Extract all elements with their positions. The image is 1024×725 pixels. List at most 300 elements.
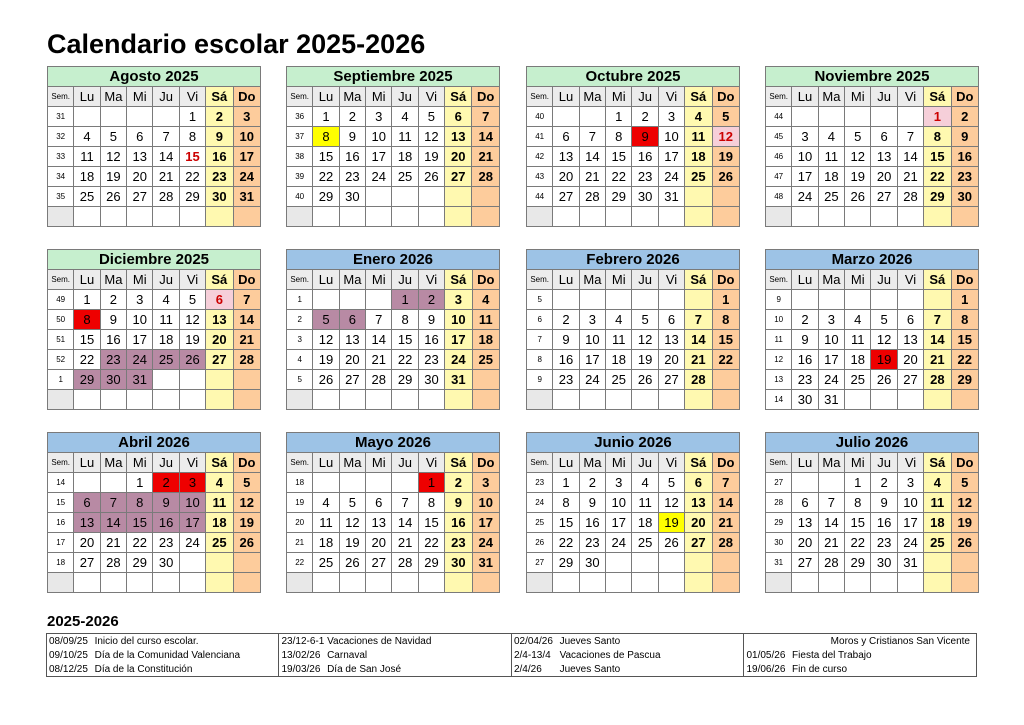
- day-cell: 5: [845, 127, 871, 147]
- day-cell: [206, 553, 233, 573]
- day-cell: [339, 473, 365, 493]
- week-header: Sem.: [48, 87, 74, 107]
- week-number: 10: [766, 310, 792, 330]
- day-header: Ma: [339, 87, 365, 107]
- day-cell: 1: [179, 107, 205, 127]
- week-row: [287, 390, 500, 410]
- week-row: [766, 573, 979, 593]
- day-cell: [818, 573, 844, 593]
- day-cell: 12: [100, 147, 126, 167]
- legend-date: 09/10/25: [49, 649, 88, 661]
- day-cell: 25: [845, 370, 871, 390]
- week-row: [48, 127, 261, 147]
- day-cell: 28: [153, 187, 179, 207]
- day-cell: 25: [472, 350, 499, 370]
- week-number: [48, 573, 74, 593]
- day-cell: 11: [845, 330, 871, 350]
- day-cell: [179, 370, 205, 390]
- day-cell: 1: [845, 473, 871, 493]
- day-cell: 7: [233, 290, 260, 310]
- day-cell: [233, 390, 260, 410]
- day-cell: 9: [792, 330, 818, 350]
- day-cell: 26: [100, 187, 126, 207]
- week-number: 29: [766, 513, 792, 533]
- legend-row: [47, 662, 977, 677]
- month-title: Diciembre 2025: [48, 250, 261, 270]
- day-header: Do: [233, 453, 260, 473]
- day-cell: 13: [685, 493, 712, 513]
- day-cell: [924, 290, 951, 310]
- day-header: Vi: [179, 453, 205, 473]
- day-cell: 30: [100, 370, 126, 390]
- day-cell: [871, 207, 897, 227]
- month-title: Enero 2026: [287, 250, 500, 270]
- day-cell: [418, 573, 444, 593]
- week-row: [287, 147, 500, 167]
- day-cell: 25: [313, 553, 339, 573]
- day-header: Vi: [418, 87, 444, 107]
- week-row: [48, 310, 261, 330]
- day-header: Do: [472, 453, 499, 473]
- day-cell: [658, 207, 684, 227]
- week-row: [48, 513, 261, 533]
- day-cell: 5: [418, 107, 444, 127]
- day-cell: 28: [579, 187, 605, 207]
- week-number: 6: [527, 310, 553, 330]
- day-header: Ju: [871, 270, 897, 290]
- day-header: Lu: [792, 453, 818, 473]
- month-title: Febrero 2026: [527, 250, 740, 270]
- week-row: [287, 473, 500, 493]
- day-cell: 4: [472, 290, 499, 310]
- week-row: [287, 493, 500, 513]
- day-header: Do: [951, 453, 978, 473]
- day-cell: [366, 473, 392, 493]
- week-number: 49: [48, 290, 74, 310]
- day-cell: 18: [313, 533, 339, 553]
- month-title: Noviembre 2025: [766, 67, 979, 87]
- week-row: [287, 187, 500, 207]
- week-row: [766, 553, 979, 573]
- day-cell: 25: [392, 167, 418, 187]
- day-cell: 4: [313, 493, 339, 513]
- day-cell: [553, 390, 579, 410]
- day-cell: 22: [553, 533, 579, 553]
- day-cell: 21: [472, 147, 500, 167]
- legend-text: Moros y Cristianos San Vicente: [744, 634, 977, 649]
- day-cell: [685, 553, 712, 573]
- day-cell: [845, 207, 871, 227]
- day-cell: 14: [712, 493, 739, 513]
- day-cell: 19: [871, 350, 897, 370]
- day-cell: 25: [924, 533, 951, 553]
- week-number: 32: [48, 127, 74, 147]
- week-row: [527, 167, 740, 187]
- day-cell: [818, 473, 844, 493]
- week-row: [766, 107, 979, 127]
- day-cell: 12: [339, 513, 365, 533]
- day-header: Vi: [179, 270, 205, 290]
- day-cell: [579, 573, 605, 593]
- day-cell: [472, 390, 499, 410]
- day-cell: 23: [951, 167, 978, 187]
- week-number: 40: [527, 107, 553, 127]
- day-cell: 4: [845, 310, 871, 330]
- day-cell: 16: [792, 350, 818, 370]
- day-cell: [472, 573, 499, 593]
- day-header: Lu: [313, 87, 339, 107]
- day-cell: [74, 473, 100, 493]
- day-cell: [818, 290, 844, 310]
- day-cell: 8: [553, 493, 579, 513]
- day-cell: 4: [632, 473, 658, 493]
- day-cell: 17: [445, 330, 472, 350]
- day-cell: [712, 390, 739, 410]
- week-header: Sem.: [287, 270, 313, 290]
- legend-text: Fiesta del Trabajo: [792, 649, 872, 661]
- day-header: Vi: [179, 87, 205, 107]
- week-row: [527, 290, 740, 310]
- week-number: [527, 207, 553, 227]
- day-cell: 11: [392, 127, 418, 147]
- day-cell: 6: [685, 473, 712, 493]
- day-cell: [179, 573, 205, 593]
- day-header: Ma: [339, 270, 365, 290]
- week-row: [48, 573, 261, 593]
- day-cell: 18: [153, 330, 179, 350]
- day-cell: 31: [818, 390, 844, 410]
- day-cell: 23: [100, 350, 126, 370]
- day-cell: 5: [712, 107, 739, 127]
- day-cell: 19: [658, 513, 684, 533]
- day-header: Vi: [418, 453, 444, 473]
- day-cell: 1: [553, 473, 579, 493]
- week-row: [527, 330, 740, 350]
- week-number: 21: [287, 533, 313, 553]
- week-row: [527, 310, 740, 330]
- day-cell: 8: [845, 493, 871, 513]
- day-cell: [179, 207, 205, 227]
- week-number: 26: [527, 533, 553, 553]
- day-header: Ma: [818, 87, 844, 107]
- week-row: [287, 553, 500, 573]
- week-row: [287, 167, 500, 187]
- week-number: 17: [48, 533, 74, 553]
- day-cell: 17: [658, 147, 684, 167]
- month-9: [286, 432, 500, 593]
- legend-date: 2/4-13/4: [511, 648, 557, 662]
- day-header: Do: [233, 87, 260, 107]
- day-cell: [418, 187, 444, 207]
- day-cell: [206, 573, 233, 593]
- week-number: 27: [766, 473, 792, 493]
- day-cell: 7: [818, 493, 844, 513]
- day-cell: 15: [951, 330, 978, 350]
- day-cell: 29: [553, 553, 579, 573]
- day-cell: 27: [871, 187, 897, 207]
- day-cell: [632, 573, 658, 593]
- week-number: 4: [287, 350, 313, 370]
- day-header: Do: [472, 87, 500, 107]
- week-number: 14: [48, 473, 74, 493]
- day-cell: [313, 473, 339, 493]
- week-number: 30: [766, 533, 792, 553]
- day-cell: 5: [658, 473, 684, 493]
- day-cell: 16: [339, 147, 365, 167]
- day-cell: 24: [792, 187, 818, 207]
- day-cell: 1: [418, 473, 444, 493]
- week-number: 20: [287, 513, 313, 533]
- legend-text: Fin de curso: [792, 663, 848, 675]
- day-cell: 30: [579, 553, 605, 573]
- day-cell: 24: [658, 167, 684, 187]
- week-number: 45: [766, 127, 792, 147]
- day-cell: 2: [100, 290, 126, 310]
- day-cell: 6: [74, 493, 100, 513]
- week-number: 7: [527, 330, 553, 350]
- week-row: [48, 290, 261, 310]
- day-cell: 27: [897, 370, 923, 390]
- week-row: [287, 310, 500, 330]
- day-cell: 19: [951, 513, 978, 533]
- week-number: 38: [287, 147, 313, 167]
- day-header: Vi: [897, 453, 923, 473]
- day-header: Ma: [579, 453, 605, 473]
- day-cell: 15: [845, 513, 871, 533]
- month-11: [765, 432, 979, 593]
- day-cell: 14: [579, 147, 605, 167]
- day-cell: 2: [418, 290, 444, 310]
- day-cell: [366, 290, 392, 310]
- day-cell: 25: [685, 167, 712, 187]
- week-row: [48, 187, 261, 207]
- day-cell: 21: [233, 330, 260, 350]
- day-cell: [897, 573, 923, 593]
- day-cell: 19: [845, 167, 871, 187]
- day-header: Ma: [339, 453, 365, 473]
- legend-text: Día de San José: [327, 663, 402, 675]
- week-row: [766, 167, 979, 187]
- week-number: 18: [287, 473, 313, 493]
- day-cell: [313, 573, 339, 593]
- day-cell: [100, 207, 126, 227]
- day-header: Do: [712, 453, 739, 473]
- day-cell: 24: [606, 533, 632, 553]
- day-header: Do: [472, 270, 499, 290]
- day-cell: 26: [845, 187, 871, 207]
- day-cell: [472, 370, 499, 390]
- day-cell: 6: [127, 127, 153, 147]
- day-cell: 4: [685, 107, 712, 127]
- day-cell: [792, 573, 818, 593]
- week-header: Sem.: [287, 87, 313, 107]
- day-cell: [951, 573, 978, 593]
- week-row: [527, 493, 740, 513]
- week-row: [287, 127, 500, 147]
- legend-text: Inicio del curso escolar.: [94, 635, 199, 647]
- day-cell: 30: [418, 370, 444, 390]
- day-cell: [606, 573, 632, 593]
- week-row: [527, 350, 740, 370]
- day-cell: 14: [685, 330, 712, 350]
- week-header: Sem.: [527, 270, 553, 290]
- day-cell: 22: [313, 167, 339, 187]
- day-cell: 13: [792, 513, 818, 533]
- day-cell: [553, 290, 579, 310]
- day-cell: 27: [127, 187, 153, 207]
- day-cell: 2: [632, 107, 658, 127]
- day-cell: 19: [313, 350, 339, 370]
- day-header: Ju: [632, 270, 658, 290]
- day-header: Lu: [792, 87, 818, 107]
- day-cell: 3: [233, 107, 260, 127]
- day-header: Sá: [685, 270, 712, 290]
- day-header: Ju: [871, 87, 897, 107]
- month-5: [286, 249, 500, 410]
- day-cell: [924, 573, 951, 593]
- day-cell: 11: [632, 493, 658, 513]
- day-cell: 29: [313, 187, 339, 207]
- day-cell: 11: [472, 310, 499, 330]
- day-cell: [233, 553, 260, 573]
- day-cell: 3: [579, 310, 605, 330]
- day-cell: 3: [366, 107, 392, 127]
- day-cell: 10: [658, 127, 684, 147]
- month-title: Marzo 2026: [766, 250, 979, 270]
- day-header: Sá: [206, 87, 233, 107]
- day-cell: [579, 290, 605, 310]
- week-number: 41: [527, 127, 553, 147]
- week-number: 35: [48, 187, 74, 207]
- week-row: [287, 573, 500, 593]
- day-cell: 29: [127, 553, 153, 573]
- week-row: [48, 370, 261, 390]
- week-row: [766, 390, 979, 410]
- day-cell: 30: [792, 390, 818, 410]
- week-number: 43: [527, 167, 553, 187]
- month-title: Septiembre 2025: [287, 67, 500, 87]
- day-header: Ju: [632, 453, 658, 473]
- day-cell: 4: [924, 473, 951, 493]
- day-cell: 9: [418, 310, 444, 330]
- day-cell: 18: [206, 513, 233, 533]
- day-cell: 17: [606, 513, 632, 533]
- day-cell: [127, 390, 153, 410]
- day-cell: [392, 390, 418, 410]
- day-cell: 22: [127, 533, 153, 553]
- week-row: [527, 553, 740, 573]
- week-number: 34: [48, 167, 74, 187]
- day-cell: 14: [472, 127, 500, 147]
- day-cell: [871, 290, 897, 310]
- day-header: Ma: [579, 270, 605, 290]
- day-cell: 2: [445, 473, 472, 493]
- day-header: Vi: [658, 87, 684, 107]
- week-number: 31: [766, 553, 792, 573]
- day-cell: 14: [897, 147, 923, 167]
- day-cell: 20: [685, 513, 712, 533]
- day-cell: 30: [951, 187, 978, 207]
- day-cell: 19: [100, 167, 126, 187]
- week-number: 9: [527, 370, 553, 390]
- day-cell: 30: [632, 187, 658, 207]
- day-cell: 11: [606, 330, 632, 350]
- day-cell: 18: [392, 147, 418, 167]
- day-cell: 4: [74, 127, 100, 147]
- day-cell: 9: [153, 493, 179, 513]
- day-cell: 22: [179, 167, 205, 187]
- day-cell: [658, 573, 684, 593]
- day-cell: 9: [100, 310, 126, 330]
- day-cell: 28: [685, 370, 712, 390]
- day-cell: 31: [445, 370, 472, 390]
- day-cell: 25: [153, 350, 179, 370]
- week-number: [527, 573, 553, 593]
- day-cell: 27: [792, 553, 818, 573]
- week-number: 11: [766, 330, 792, 350]
- day-header: Ju: [153, 87, 179, 107]
- day-cell: [553, 573, 579, 593]
- day-header: Mi: [127, 270, 153, 290]
- day-cell: [418, 207, 444, 227]
- week-header: Sem.: [48, 270, 74, 290]
- day-cell: 20: [897, 350, 923, 370]
- day-cell: 4: [606, 310, 632, 330]
- day-cell: 8: [179, 127, 205, 147]
- day-cell: 29: [951, 370, 978, 390]
- week-row: [48, 350, 261, 370]
- day-cell: 19: [418, 147, 444, 167]
- day-cell: 28: [712, 533, 739, 553]
- day-cell: 12: [632, 330, 658, 350]
- day-cell: 24: [472, 533, 499, 553]
- day-cell: 24: [179, 533, 205, 553]
- week-row: [766, 493, 979, 513]
- week-number: [48, 207, 74, 227]
- day-cell: 8: [924, 127, 951, 147]
- day-cell: 10: [472, 493, 499, 513]
- day-cell: [445, 187, 472, 207]
- week-row: [48, 533, 261, 553]
- day-cell: 17: [792, 167, 818, 187]
- day-cell: 27: [206, 350, 233, 370]
- week-number: 51: [48, 330, 74, 350]
- day-cell: 28: [233, 350, 260, 370]
- day-header: Sá: [685, 453, 712, 473]
- day-cell: [153, 370, 179, 390]
- week-number: 14: [766, 390, 792, 410]
- legend-text: Jueves Santo: [559, 663, 621, 675]
- week-row: [527, 107, 740, 127]
- day-header: Lu: [553, 453, 579, 473]
- day-header: Mi: [606, 453, 632, 473]
- week-row: [287, 513, 500, 533]
- day-cell: 1: [74, 290, 100, 310]
- day-cell: 7: [392, 493, 418, 513]
- legend-date: 08/09/25: [49, 635, 88, 647]
- day-cell: 31: [658, 187, 684, 207]
- week-row: [527, 127, 740, 147]
- week-row: [48, 330, 261, 350]
- day-header: Sá: [445, 453, 472, 473]
- day-cell: 3: [127, 290, 153, 310]
- day-cell: [845, 390, 871, 410]
- day-cell: 23: [206, 167, 233, 187]
- day-cell: 25: [74, 187, 100, 207]
- legend-text: Carnaval: [327, 649, 368, 661]
- legend-text: Vacaciones de Pascua: [559, 649, 661, 661]
- day-cell: 17: [897, 513, 923, 533]
